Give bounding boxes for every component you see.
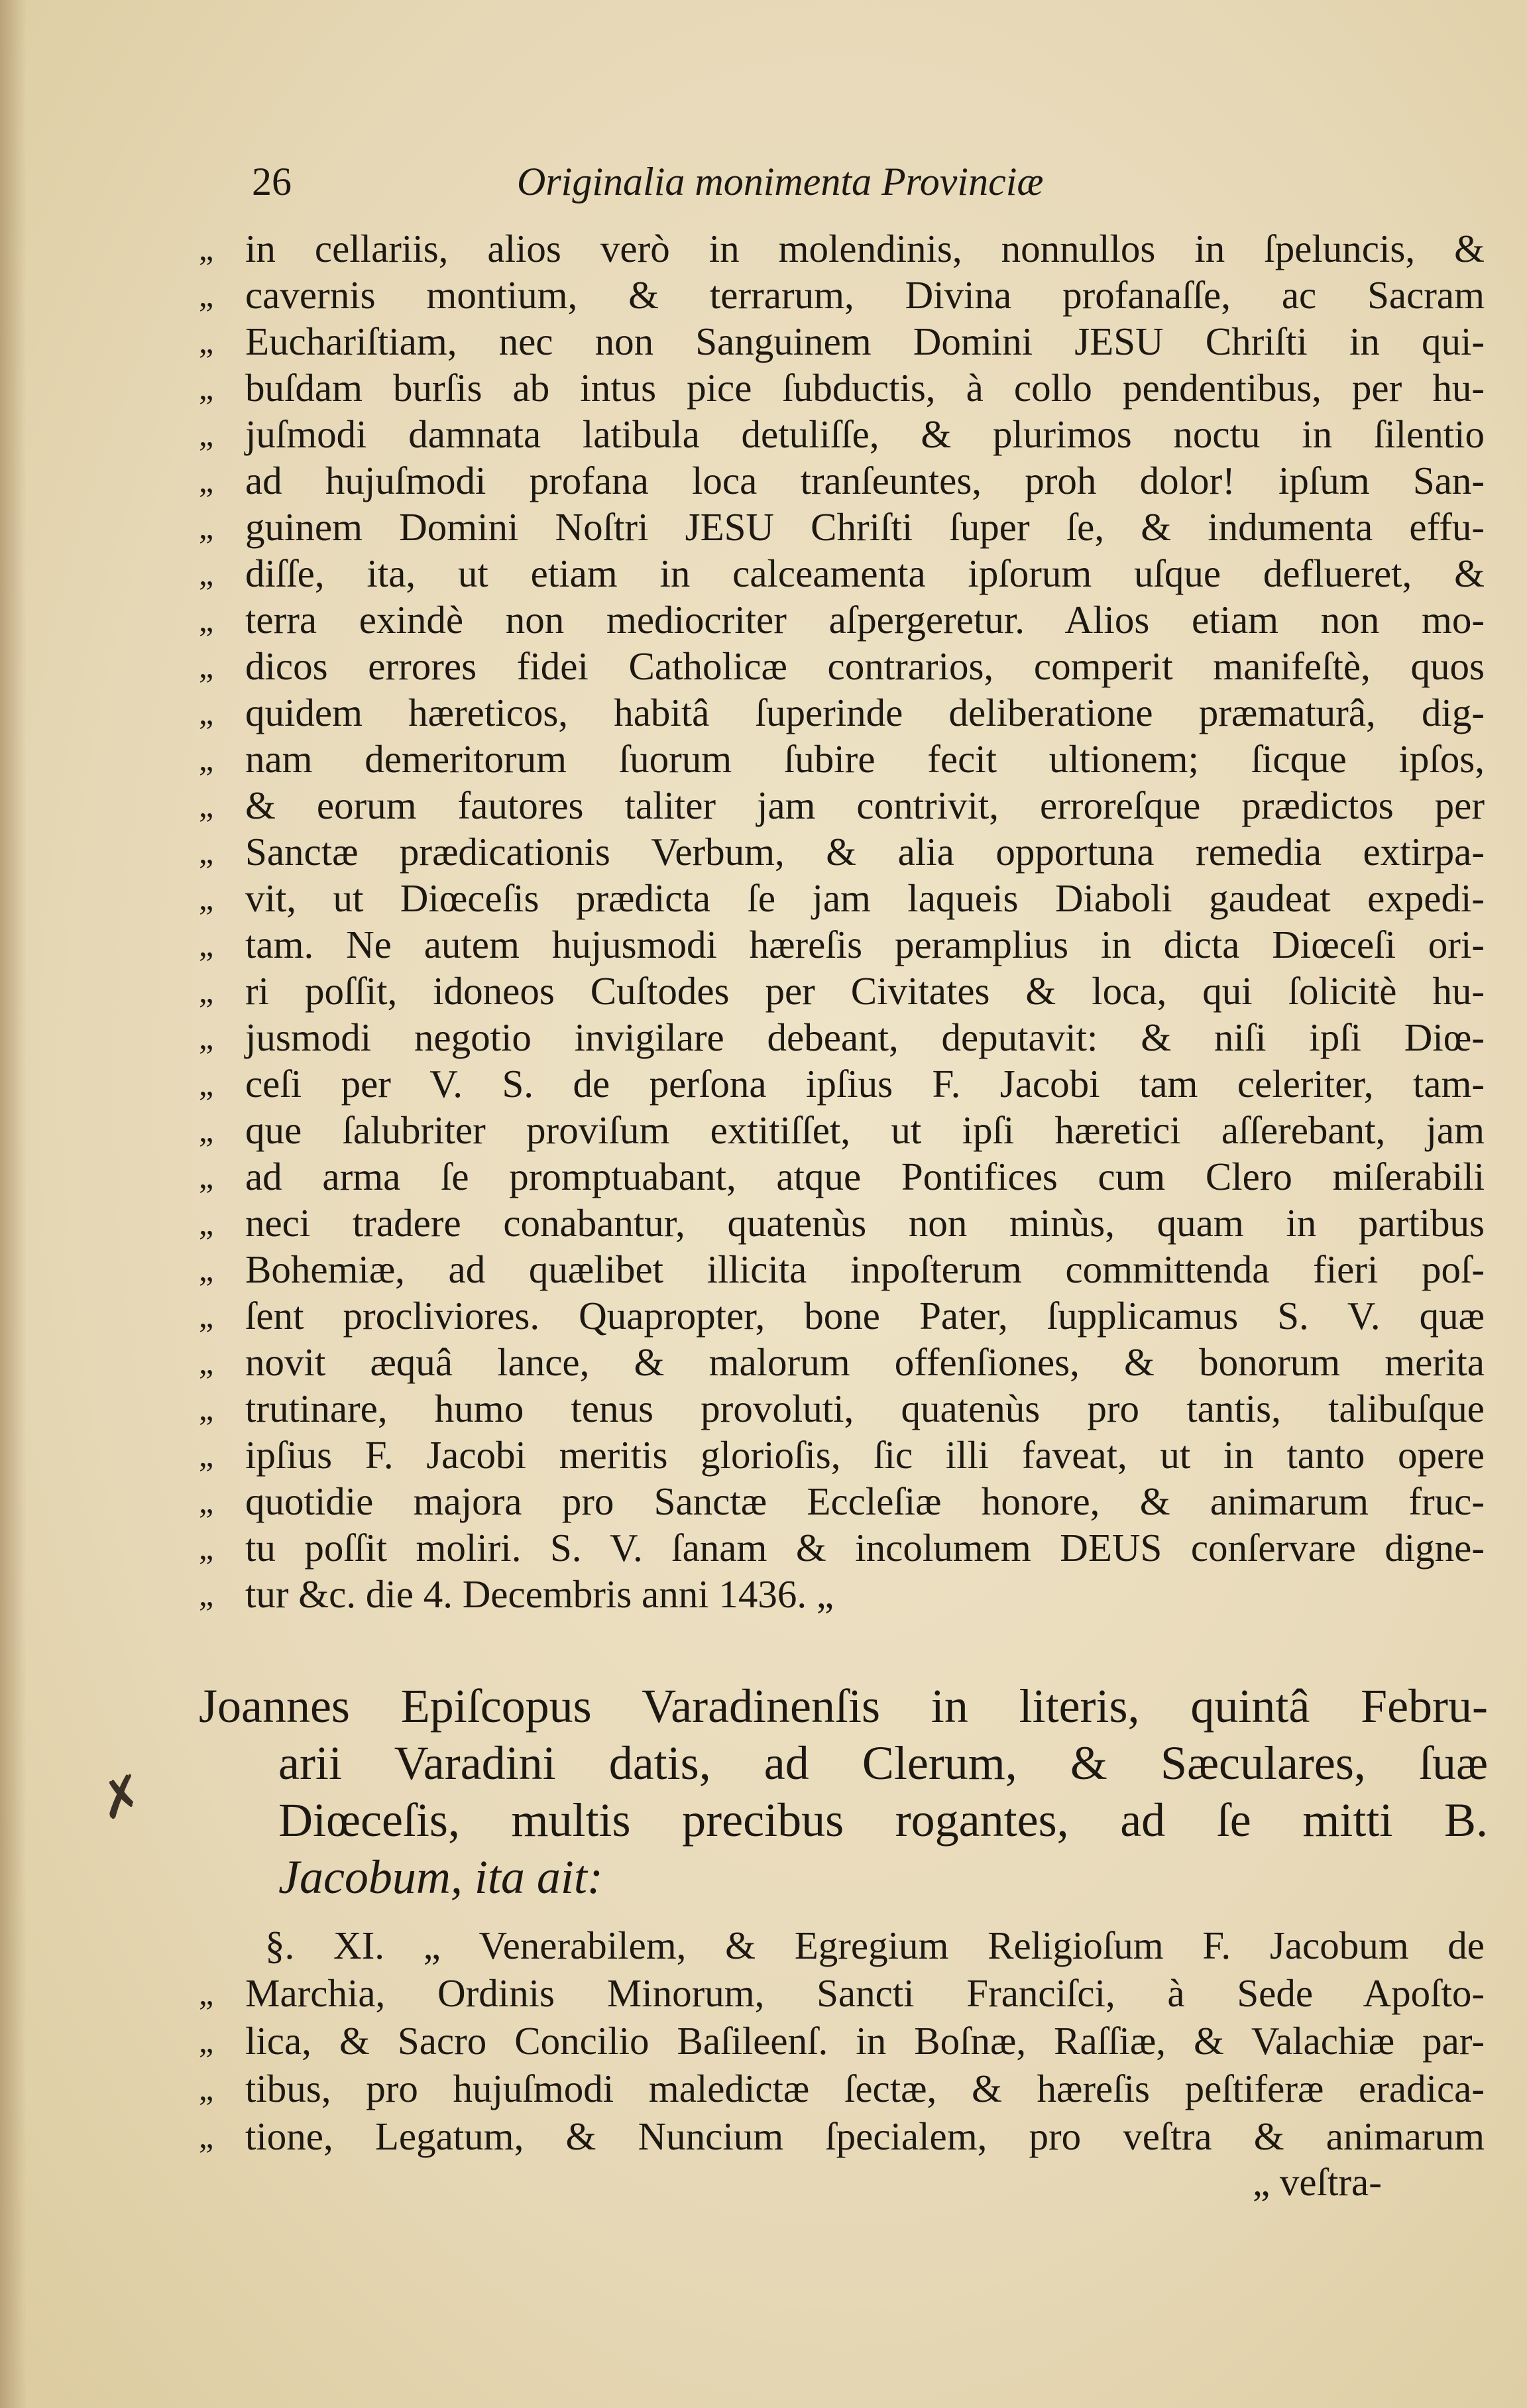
quote-mark: „ xyxy=(199,369,214,406)
text-line: „ tibus, pro hujuſmodi maledictæ ſectæ, & hæreſis peſtiferæ eradica- xyxy=(199,2067,1485,2110)
text-line: „ in cellariis, alios verò in molendinis, nonnullos in ſpeluncis, & xyxy=(199,227,1485,270)
quote-mark: „ xyxy=(199,787,214,824)
quote-mark: „ xyxy=(199,1158,214,1195)
quote-mark: „ xyxy=(199,2070,214,2107)
quote-mark: „ xyxy=(199,1576,214,1613)
text-line: Joannes Epiſcopus Varadinenſis in literis, quintâ Febru- xyxy=(199,1680,1488,1733)
text-line: „ ceſi per V. S. de perſona ipſius F. Jacobi tam celeriter, tam- xyxy=(199,1062,1485,1106)
quote-mark: „ xyxy=(199,1975,214,2012)
text-line: „ tu poſſit moliri. S. V. ſanam & incolumem DEUS conſervare digne- xyxy=(199,1526,1485,1570)
quote-mark: „ xyxy=(199,740,214,777)
quote-mark: „ xyxy=(199,276,214,314)
quote-mark: „ xyxy=(199,1204,214,1241)
page-gutter-shadow xyxy=(0,0,27,2408)
text-line: „ vit, ut Diœceſis prædicta ſe jam laqueis Diaboli gaudeat expedi- xyxy=(199,876,1485,920)
catchword: „ veſtra- xyxy=(1253,2160,1382,2204)
text-line: „ neci tradere conabantur, quatenùs non minùs, quam in partibus xyxy=(199,1201,1485,1245)
text-line: „ diſſe, ita, ut etiam in calceamenta ipſorum uſque deflueret, & xyxy=(199,551,1485,595)
quote-mark: „ xyxy=(199,555,214,592)
text-line: „ jusmodi negotio invigilare debeant, deputavit: & niſi ipſi Diœ- xyxy=(199,1015,1485,1059)
text-line: „ cavernis montium, & terrarum, Divina profanaſſe, ac Sacram xyxy=(199,273,1485,317)
text-line: „ novit æquâ lance, & malorum offenſiones, & bonorum merita xyxy=(199,1340,1485,1384)
quote-mark: „ xyxy=(199,1483,214,1520)
quote-mark: „ xyxy=(199,694,214,731)
text-line: „ quidem hæreticos, habitâ ſuperinde deliberatione præmaturâ, dig- xyxy=(199,691,1485,734)
text-line: „ guinem Domini Noſtri JESU Chriſti ſuper ſe, & indumenta effu- xyxy=(199,505,1485,549)
text-line: „ ipſius F. Jacobi meritis glorioſis, ſic illi faveat, ut in tanto opere xyxy=(199,1433,1485,1477)
quote-mark: „ xyxy=(199,880,214,917)
quote-mark: „ xyxy=(199,833,214,870)
text-line: „ dicos errores fidei Catholicæ contrarios, comperit manifeſtè, quos xyxy=(199,644,1485,688)
text-line: „ ſent procliviores. Quapropter, bone Pater, ſupplicamus S. V. quæ xyxy=(199,1294,1485,1338)
quote-mark: „ xyxy=(199,601,214,638)
text-line: „ tione, Legatum, & Nuncium ſpecialem, pro veſtra & animarum xyxy=(199,2114,1485,2158)
quote-mark: „ xyxy=(199,2022,214,2059)
text-line: arii Varadini datis, ad Clerum, & Sæculares, ſuæ xyxy=(278,1737,1488,1790)
quote-mark: „ xyxy=(199,648,214,685)
quote-mark: „ xyxy=(199,1019,214,1056)
text-line: „ que ſalubriter proviſum extitiſſet, ut ipſi hæretici aſſerebant, jam xyxy=(199,1108,1485,1152)
quote-mark: „ xyxy=(199,2118,214,2155)
quote-mark: „ xyxy=(199,1436,214,1473)
text-line: „ Bohemiæ, ad quælibet illicita inpoſterum committenda fieri poſ- xyxy=(199,1247,1485,1291)
text-line: „ lica, & Sacro Concilio Baſileenſ. in Boſnæ, Raſſiæ, & Valachiæ par- xyxy=(199,2019,1485,2063)
text-line: „ terra exindè non mediocriter aſpergeretur. Alios etiam non mo- xyxy=(199,598,1485,642)
text-line: „ Marchia, Ordinis Minorum, Sancti Franciſci, à Sede Apoſto- xyxy=(199,1971,1485,2015)
quote-mark: „ xyxy=(199,416,214,453)
text-line: „ juſmodi damnata latibula detuliſſe, & plurimos noctu in ſilentio xyxy=(199,412,1485,456)
text-line: „ ad arma ſe promptuabant, atque Pontifices cum Clero miſerabili xyxy=(199,1155,1485,1198)
text-line: „ nam demeritorum ſuorum ſubire fecit ultionem; ſicque ipſos, xyxy=(199,737,1485,781)
margin-cross-mark-icon: ✗ xyxy=(93,1764,151,1833)
text-line: „ ri poſſit, idoneos Cuſtodes per Civitates & loca, qui ſolicitè hu- xyxy=(199,969,1485,1013)
section-first-line: §. XI. „ Venerabilem, & Egregium Religioſum F. Jacobum de xyxy=(265,1923,1485,1967)
quote-mark: „ xyxy=(199,1344,214,1381)
quote-mark: „ xyxy=(199,1297,214,1334)
quote-mark: „ xyxy=(199,323,214,360)
text-line: „ Sanctæ prædicationis Verbum, & alia opportuna remedia extirpa- xyxy=(199,830,1485,874)
running-title: Originalia monimenta Provinciæ xyxy=(517,160,1044,203)
text-line: Diœceſis, multis precibus rogantes, ad ſe mitti B. xyxy=(278,1794,1488,1847)
text-line: „ ad hujuſmodi profana loca tranſeuntes, proh dolor! ipſum San- xyxy=(199,459,1485,502)
quote-mark: „ xyxy=(199,972,214,1009)
text-line: „ tur &c. die 4. Decembris anni 1436. „ xyxy=(199,1572,834,1616)
quote-mark: „ xyxy=(199,508,214,545)
text-line: „ buſdam burſis ab intus pice ſubductis, à collo pendentibus, per hu- xyxy=(199,366,1485,410)
quote-mark: „ xyxy=(199,1065,214,1102)
quote-mark: „ xyxy=(199,1529,214,1566)
quote-mark: „ xyxy=(199,1390,214,1427)
quote-mark: „ xyxy=(199,1112,214,1149)
page-number: 26 xyxy=(252,160,292,203)
quote-mark: „ xyxy=(199,926,214,963)
text-line: „ Euchariſtiam, nec non Sanguinem Domini JESU Chriſti in qui- xyxy=(199,319,1485,363)
quote-mark: „ xyxy=(199,1251,214,1288)
text-line: Jacobum, ita ait: xyxy=(278,1851,603,1904)
quote-mark: „ xyxy=(199,230,214,267)
text-line: „ & eorum fautores taliter jam contrivit, erroreſque prædictos per xyxy=(199,783,1485,827)
text-line: „ quotidie majora pro Sanctæ Eccleſiæ honore, & animarum fruc- xyxy=(199,1479,1485,1523)
quote-mark: „ xyxy=(199,462,214,499)
page-header xyxy=(252,159,1213,212)
text-line: „ tam. Ne autem hujusmodi hæreſis peramplius in dicta Diœceſi ori- xyxy=(199,923,1485,966)
text-line: „ trutinare, humo tenus provoluti, quatenùs pro tantis, talibuſque xyxy=(199,1387,1485,1430)
